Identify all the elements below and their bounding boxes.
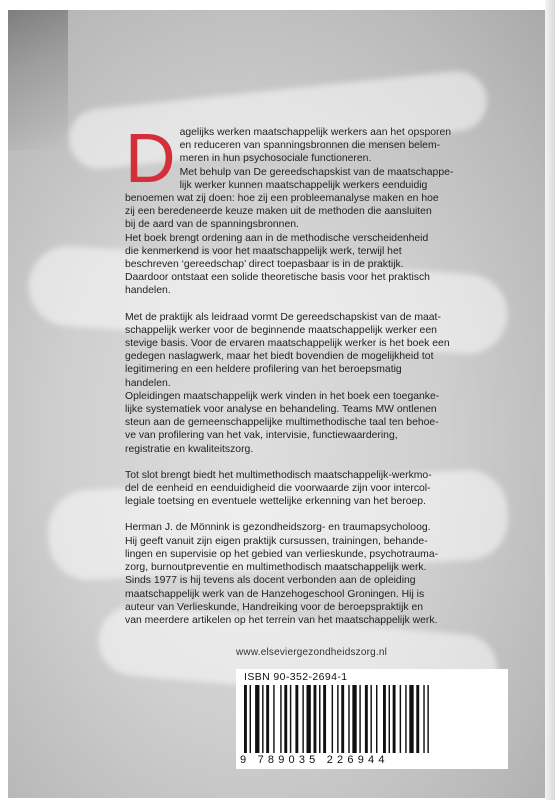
paragraph-practice: Met de praktijk als leidraad vormt De gereedschapskist van de maat- schappelijk werker voor de beginnende maatschappelijk werker een stevige basis. Voor de ervaren maatschappelijk werker is het boek een gedegen naslagwerk, maar het biedt bovendien de mogelijkheid tot legitimering en een heldere profilering van het beroepsmatig handelen. xyxy=(125,311,450,389)
isbn-barcode-box xyxy=(236,669,508,769)
page-edge xyxy=(545,0,555,800)
barcode-bar xyxy=(273,685,274,753)
barcode-bar xyxy=(332,685,333,753)
barcode-bar xyxy=(359,685,360,753)
barcode-digits: 9 789035 226944 xyxy=(240,754,389,766)
paragraph-conclusion: Tot slot brengt biedt het multimethodisch maatschappelijk-werkmo- del de eenheid en eenduidigheid die voorwaarde zijn voor intercol- legiale toetsing en eventuele wettelijke erkenning van het beroep. xyxy=(125,469,432,508)
barcode-bar xyxy=(280,685,281,753)
barcode-bar xyxy=(393,685,396,753)
paragraph-education: Opleidingen maatschappelijk werk vinden in het boek een toeganke- lijke systematiek voor analyse en behandeling. Teams MW ontlenen steun aan de gemeenschappelijke multimethodische taal ten behoe- ve van profilering van het vak, intervisie, functiewaardering, registratie en kwaliteitszorg. xyxy=(125,390,440,455)
barcode-icon xyxy=(238,685,506,755)
barcode-bar xyxy=(389,685,390,753)
barcode-bar xyxy=(341,685,344,753)
barcode-bar xyxy=(319,685,320,753)
barcode-bar xyxy=(365,685,368,753)
barcode-bar xyxy=(314,685,317,753)
barcode-bar xyxy=(376,685,377,753)
drop-cap: D xyxy=(125,119,176,197)
paragraph-ordering: Het boek brengt ordening aan in de methodische verscheidenheid die kenmerkend is voor het maatschappelijk werk, terwijl het beschreven ‘gereedschap’ direct toepasbaar is in de praktijk. Daardoor ontstaat een solide theoretische basis voor het praktisch handelen. xyxy=(125,232,430,297)
corner-shadow xyxy=(8,10,68,150)
barcode-bar xyxy=(302,685,303,753)
barcode-bar xyxy=(400,685,401,753)
paragraph-intro: D agelijks werken maatschappelijk werkers aan het opsporen en reduceren van spanningsbronnen die mensen belem- meren in hun psychosociale functioneren. xyxy=(125,119,452,197)
barcode-bar xyxy=(295,685,298,753)
barcode-bar xyxy=(250,685,251,753)
barcode-bar xyxy=(307,685,311,753)
barcode-bar xyxy=(383,685,386,753)
isbn-number: ISBN 90-352-2694-1 xyxy=(244,671,348,683)
barcode-bar xyxy=(348,685,349,753)
paragraph-method: Met behulp van De gereedschapskist van de maatschappe- lijk werker kunnen maatschappelijk werkers eenduidig benoemen wat zij doen: hoe zij een probleemanalyse maken en hoe zij een beredeneerde keuze maken uit de methoden die aansluiten bij de aard van de spanningsbronnen. xyxy=(125,166,454,231)
barcode-bar xyxy=(423,685,424,753)
barcode-bar xyxy=(323,685,326,753)
paragraph-author-bio: Herman J. de Mönnink is gezondheidszorg- en traumapsycholoog. Hij geeft vanuit zijn eigen praktijk cursussen, trainingen, behande- lingen en supervisie op het gebied van verlieskunde, psychotrauma- zorg, burnoutpreventie en multimethodisch maatschappelijk werk. Sinds 1977 is hij tevens als docent verbonden aan de opleiding maatschappelijk werk van de Hanzehogeschool Groningen. Hij is auteur van Verlieskunde, Handreiking voor de beroepspraktijk en van meerdere artikelen op het terrein van het maatschappelijk werk. xyxy=(125,522,439,626)
barcode-bar xyxy=(337,685,338,753)
barcode-bar xyxy=(284,685,287,753)
barcode-bar xyxy=(352,685,356,753)
blurb-text xyxy=(125,119,505,640)
publisher-website: www.elseviergezondheidszorg.nl xyxy=(236,647,388,658)
barcode-bar xyxy=(409,685,413,753)
barcode-bar xyxy=(427,685,428,753)
barcode-bar xyxy=(370,685,371,753)
barcode-bar xyxy=(266,685,269,753)
barcode-bar xyxy=(244,685,247,753)
barcode-bar xyxy=(290,685,291,753)
barcode-bar xyxy=(405,685,406,753)
barcode-bar xyxy=(262,685,263,753)
barcode-bar xyxy=(255,685,259,753)
barcode-bar xyxy=(416,685,419,753)
